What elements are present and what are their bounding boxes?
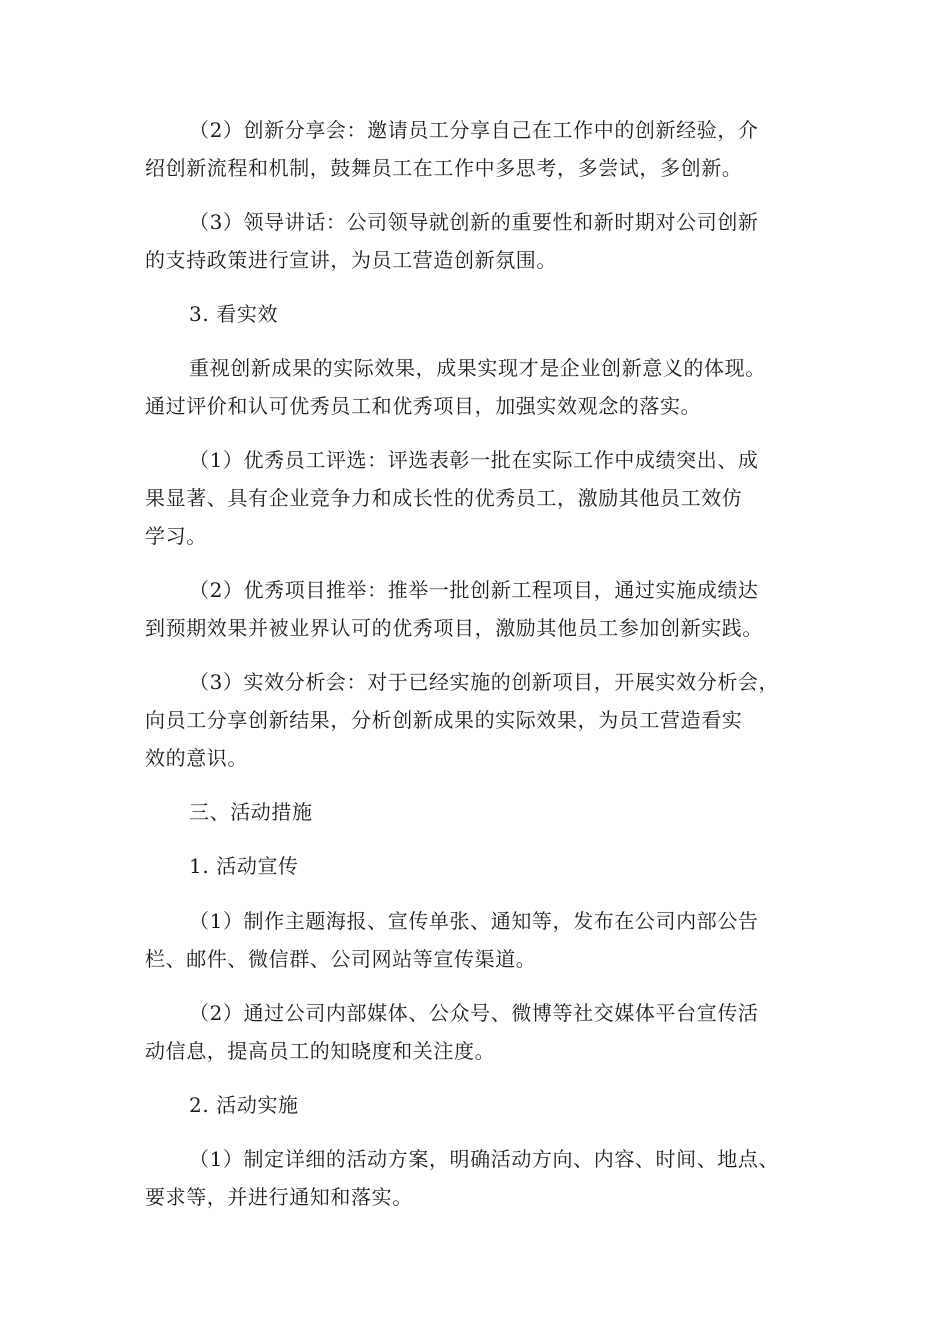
heading-see-results: 3. 看实效 xyxy=(189,302,279,326)
paragraph-results-analysis: （3）实效分析会：对于已经实施的创新项目，开展实效分析会， 向员工分享创新结果，分析创新成果的实际效果，为员工营造看实 效的意识。 xyxy=(145,670,780,770)
paragraph-results-intro: 重视创新成果的实际效果，成果实现才是企业创新意义的体现。 通过评价和认可优秀员工和优秀项目，加强实效观念的落实。 xyxy=(145,356,766,418)
paragraph-innovation-sharing: （2）创新分享会：邀请员工分享自己在工作中的创新经验，介 绍创新流程和机制，鼓舞员工在工作中多思考，多尝试，多创新。 xyxy=(145,118,759,180)
paragraph-posters: （1）制作主题海报、宣传单张、通知等，发布在公司内部公告 栏、邮件、微信群、公司网站等宣传渠道。 xyxy=(145,909,759,971)
heading-activity-promotion: 1. 活动宣传 xyxy=(189,854,299,878)
paragraph-outstanding-projects: （2）优秀项目推举：推举一批创新工程项目，通过实施成绩达 到预期效果并被业界认可的优秀项目，激励其他员工参加创新实践。 xyxy=(145,578,763,640)
heading-activity-implementation: 2. 活动实施 xyxy=(189,1093,299,1117)
paragraph-activity-plan: （1）制定详细的活动方案，明确活动方向、内容、时间、地点、 要求等，并进行通知和落实。 xyxy=(145,1147,780,1209)
paragraph-outstanding-staff: （1）优秀员工评选：评选表彰一批在实际工作中成绩突出、成 果显著、具有企业竞争力和成长性的优秀员工，激励其他员工效仿 学习。 xyxy=(145,448,759,548)
paragraph-leader-speech: （3）领导讲话：公司领导就创新的重要性和新时期对公司创新 的支持政策进行宣讲，为员工营造创新氛围。 xyxy=(145,210,759,272)
heading-activity-measures: 三、活动措施 xyxy=(189,800,313,824)
paragraph-social-media: （2）通过公司内部媒体、公众号、微博等社交媒体平台宣传活 动信息，提高员工的知晓度和关注度。 xyxy=(145,1001,759,1063)
